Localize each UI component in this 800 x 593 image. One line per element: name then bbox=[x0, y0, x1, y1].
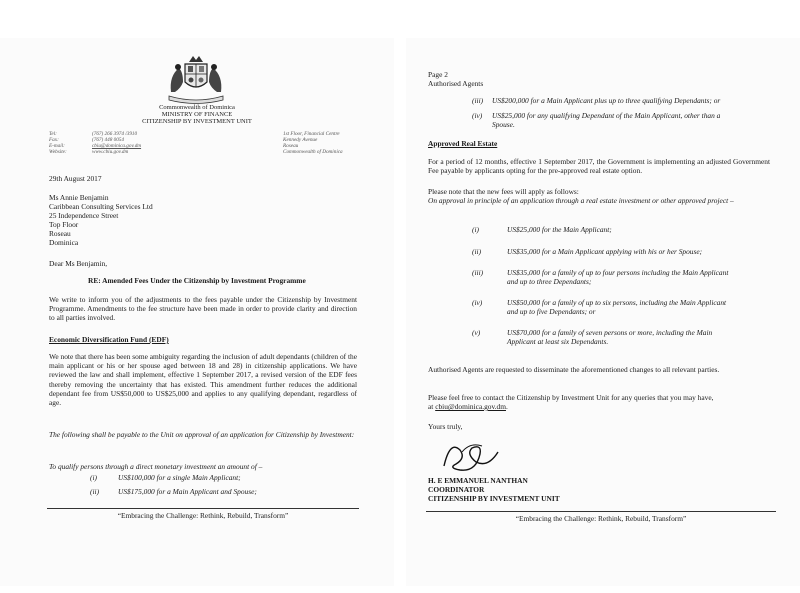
list-item-number: (iii) bbox=[472, 268, 484, 277]
footer-slogan: “Embracing the Challenge: Rethink, Rebuild, Transform” bbox=[515, 514, 687, 523]
website-label: Website: bbox=[49, 149, 67, 155]
contact-suffix: . bbox=[505, 402, 508, 411]
list-item-text: US$70,000 for a family of seven persons or more, including the Main bbox=[507, 328, 713, 337]
list-item-text-cont: Spouse. bbox=[492, 120, 515, 129]
list-item-text: US$25,000 for any qualifying Dependant of the Main Applicant, other than a bbox=[492, 111, 721, 120]
contact-email-link[interactable]: cbiu@dominica.gov.dm bbox=[435, 402, 506, 411]
salutation: Dear Ms Benjamin, bbox=[49, 259, 108, 268]
real-estate-paragraph: For a period of 12 months, effective 1 September 2017, the Government is implementing an adjusted Government Fee payable by applicants opting for the pre-approved real estate option. bbox=[428, 157, 770, 176]
signatory-title: COORDINATOR bbox=[428, 485, 485, 494]
list-item-text-cont: and up to five Dependants; or bbox=[507, 307, 596, 316]
page-number: Page 2 bbox=[428, 70, 448, 79]
recipient-street: 25 Independence Street bbox=[49, 211, 119, 220]
list-item-number: (iv) bbox=[472, 298, 483, 307]
list-item-text-cont: and up to three Dependants; bbox=[507, 277, 592, 286]
subject-line: RE: Amended Fees Under the Citizenship by Investment Programme bbox=[88, 276, 306, 285]
real-estate-heading: Approved Real Estate bbox=[428, 139, 498, 148]
letterhead-line-3: CITIZENSHIP BY INVESTMENT UNIT bbox=[142, 118, 252, 125]
list-item-text-cont: Applicant at least six Dependants. bbox=[507, 337, 609, 346]
fax-value: (767) 448 0054 bbox=[92, 137, 124, 143]
payable-paragraph: The following shall be payable to the Unit on approval of an application for Citizenship by Investment: bbox=[49, 430, 355, 439]
list-item-number: (iv) bbox=[472, 111, 483, 120]
intro-paragraph: We write to inform you of the adjustments to the fees payable under the Citizenship by Investment Programme. Amendments to the fee structure have been made in order to provide clarity and direction to all parties involved. bbox=[49, 295, 357, 323]
letter-date: 29th August 2017 bbox=[49, 174, 102, 183]
contact-paragraph-line-2 bbox=[428, 402, 508, 411]
list-item-text: US$175,000 for a Main Applicant and Spouse; bbox=[118, 487, 257, 496]
letter-page-1 bbox=[0, 38, 394, 586]
recipient-country: Dominica bbox=[49, 238, 79, 247]
list-item-number: (ii) bbox=[472, 247, 482, 256]
address-line-4: Commonwealth of Dominica bbox=[283, 149, 343, 155]
recipient-city: Roseau bbox=[49, 229, 71, 238]
signatory-name: H. E EMMANUEL NANTHAN bbox=[428, 476, 528, 485]
footer-slogan: “Embracing the Challenge: Rethink, Rebuild, Transform” bbox=[117, 511, 289, 520]
edf-paragraph: We note that there has been some ambiguity regarding the inclusion of adult dependants (children of the main applicant or his or her spouse aged between 18 and 28) in citizenship applications. We have reviewed the law and shall implement, effective 1 September 2017, a revised version of the EDF fees thereby removing the uncertainty that has existed. This amendment further reduces the additional dependant fee from US$50,000 to US$25,000 and applies to any qualifying dependant, regardless of age. bbox=[49, 352, 357, 408]
contact-prefix: at bbox=[428, 402, 436, 411]
website-link[interactable]: www.cbiu.gov.dm bbox=[92, 149, 129, 155]
address-line-1: 1st Floor, Financial Centre bbox=[283, 131, 340, 137]
tel-label: Tel: bbox=[49, 131, 57, 137]
tel-value: (767) 266 3974 /3910 bbox=[92, 131, 138, 137]
list-item-text: US$35,000 for a family of up to four persons including the Main Applicant bbox=[507, 268, 729, 277]
closing: Yours truly, bbox=[428, 422, 463, 431]
coat-of-arms-emblem bbox=[163, 52, 229, 104]
footer-divider bbox=[47, 508, 359, 509]
signature-mark bbox=[436, 432, 506, 478]
footer-divider bbox=[426, 511, 776, 512]
page-header-subtitle: Authorised Agents bbox=[428, 79, 484, 88]
approval-paragraph: On approval in principle of an application through a real estate investment or other approved project – bbox=[428, 196, 734, 205]
address-line-2: Kennedy Avenue bbox=[283, 137, 318, 143]
letterhead-line-1: Commonwealth of Dominica bbox=[159, 104, 235, 111]
letterhead-line-2: MINISTRY OF FINANCE bbox=[161, 111, 233, 118]
list-item-number: (i) bbox=[90, 473, 97, 482]
agents-paragraph: Authorised Agents are requested to disseminate the aforementioned changes to all relevant parties. bbox=[428, 365, 720, 374]
address-line-3: Roseau bbox=[283, 143, 299, 149]
recipient-floor: Top Floor bbox=[49, 220, 79, 229]
list-item-number: (i) bbox=[472, 225, 479, 234]
list-item-number: (ii) bbox=[90, 487, 100, 496]
email-link[interactable]: cbiu@dominica.gov.dm bbox=[92, 143, 142, 149]
list-item-number: (v) bbox=[472, 328, 481, 337]
recipient-name: Ms Annie Benjamin bbox=[49, 193, 109, 202]
list-item-text: US$25,000 for the Main Applicant; bbox=[507, 225, 612, 234]
list-item-text: US$100,000 for a single Main Applicant; bbox=[118, 473, 241, 482]
list-item-number: (iii) bbox=[472, 96, 484, 105]
recipient-company: Caribbean Consulting Services Ltd bbox=[49, 202, 153, 211]
signatory-unit: CITIZENSHIP BY INVESTMENT UNIT bbox=[428, 494, 560, 503]
contact-paragraph-line-1: Please feel free to contact the Citizenship by Investment Unit for any queries that you may have, bbox=[428, 393, 714, 402]
new-fees-line: Please note that the new fees will apply as follows: bbox=[428, 187, 579, 196]
letter-page-2 bbox=[406, 38, 800, 586]
list-item-text: US$200,000 for a Main Applicant plus up to three qualifying Dependants; or bbox=[492, 96, 721, 105]
list-item-text: US$35,000 for a Main Applicant applying with his or her Spouse; bbox=[507, 247, 703, 256]
email-label: E-mail: bbox=[49, 143, 65, 149]
list-item-text: US$50,000 for a family of up to six persons, including the Main Applicant bbox=[507, 298, 727, 307]
fax-label: Fax: bbox=[49, 137, 59, 143]
qualify-paragraph: To qualify persons through a direct monetary investment an amount of – bbox=[49, 462, 263, 471]
edf-heading: Economic Diversification Fund (EDF) bbox=[49, 335, 169, 344]
